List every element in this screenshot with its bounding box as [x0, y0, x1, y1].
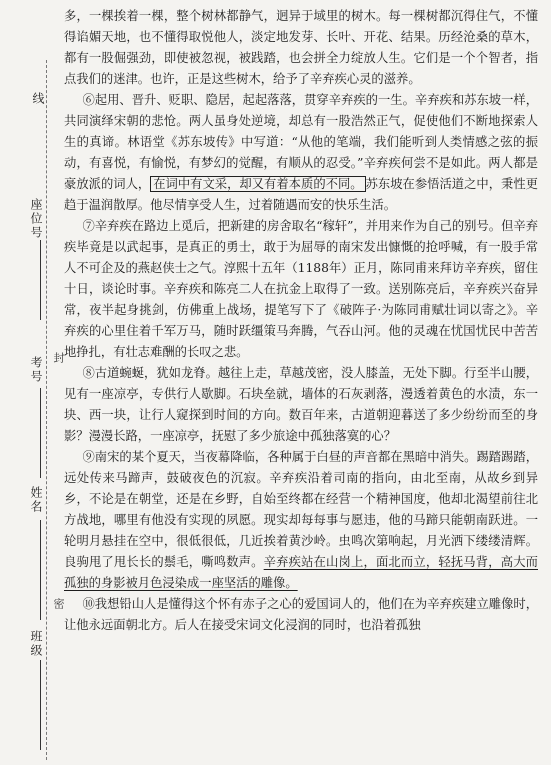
paragraph-8: ⑧古道蜿蜒，犹如龙脊。越往上走，草越茂密，没人膝盖，无处下脚。行至半山腰，见有一座凉亭，专供行人歇脚。石块垒就，墙体的石灰剥落，漫透着黄色的水渍，东一块、西一块，让行人窥探到时间的方向。数百年来，古道朝迎暮送了多少纷纷而至的身影？漫漫长路，一座凉亭，抚慰了多少旅途中孤独落寞的心？ — [64, 366, 538, 443]
line-label: 线 — [31, 92, 45, 106]
paragraph-6-underlined-sentence: 在词中有文采，却又有着本质的不同。 — [150, 176, 365, 192]
paragraph-9-text: ⑨南宋的某个夏天，当夜幕降临，各种属于白昼的声音都在黑暗中消失。踢踏踢踏，远处传来马蹄声，鼓破夜色的沉寂。辛弃疾沿着司南的指向，由北至南，从故乡到异乡，不论是在朝堂，还是在乡野，自始至终都在经营一个精神国度，他却北渴望前往北方战地，哪里有他没有实现的夙愿。现实却每每事与愿违，他的马蹄只能朝南跃进。一轮明月悬挂在空中，很低很低，几近挨着黄沙岭。虫鸣次第响起，月光洒下缕缕清辉。良驹甩了甩长长的鬃毛，嘶鸣数声。 — [64, 450, 538, 569]
class-label: 班级 — [29, 630, 43, 658]
paragraph-10: ⑩我想铅山人是懂得这个怀有赤子之心的爱国词人的，他们在为辛弃疾建立雕像时，让他永远面朝北方。后人在接受宋词文化浸润的同时，也沿着孤独 — [64, 597, 538, 632]
seal-label-2: 密 — [52, 598, 65, 609]
seat-number-label: 座位号 — [29, 198, 43, 240]
paragraph-6-text-b: 苏东坡在参悟活道之中，秉性更趋于温润散厚。他尽情享受人生，过着随遇而安的快乐生活。 — [64, 177, 538, 212]
binding-margin — [0, 0, 65, 765]
exam-number-label: 考号 — [29, 356, 43, 384]
name-blank — [40, 520, 41, 620]
paragraph-6-text-a: ⑥起用、晋升、贬职、隐居，起起落落，贯穿辛弃疾的一生。辛弃疾和苏东坡一样，共同演绎宋朝的悲怆。两人虽身处逆境，却总有一股浩然正气，促使他们不断地探索人生的真谛。林语堂《苏东坡传》中写道：“从他的笔端，我们能听到人类情感之弦的振动，有喜悦，有愉悦，有梦幻的觉醒，有顺从的忍受。”辛弃疾何尝不是如此。两人都是豪放派的词人， — [64, 93, 538, 191]
seat-number-blank — [40, 240, 41, 320]
paragraph-intro-continued: 多，一棵挨着一棵，整个树林都静气，迥异于域里的树木。每一棵树都沉得住气，不懂得谄媚天地，也不懂得取悦他人，淡定地发芽、长叶、开花、结果。历经沧桑的草木，都有一股倔强劲，即使被忽视，被践踏，也会拼全力绽放人生。它们是一个个智者，指点我们的迷津。也许，正是这些树木，给予了辛弃疾心灵的滋养。 — [64, 9, 538, 86]
seal-label: 封 — [52, 352, 65, 363]
paragraph-7: ⑦辛弃疾在路边上觅后，把新建的房舍取名“稼轩”，并用来作为自己的别号。但辛弃疾毕竟是以武起事，是真正的勇士，敢于为屈辱的南宋发出慷慨的抢呼喊，有一股手常人不可企及的燕赵侠士之气。淳熙十五年（1188年）正月，陈同甫来拜访辛弃疾，留住十日，谈论时事。辛弃疾和陈亮二人在抗金上取得了一致。送别陈亮后，辛弃疾兴奋异常，夜半起身挑剑，仿佛重上战场，提笔写下了《破阵子·为陈同甫赋壮词以寄之》。辛弃疾的心里住着千军万马，随时跃缰策马奔腾，气吞山河。他的灵魂在忧国忧民中苦苦地挣扎，有壮志难酬的长叹之悲。 — [64, 219, 538, 359]
name-label: 姓名 — [29, 486, 43, 514]
paragraph-6 — [64, 90, 538, 216]
article-body — [64, 6, 538, 636]
exam-number-blank — [40, 388, 41, 478]
paragraph-9-underlined-sentence: 辛弃疾站在山岗上，面北而立，轻抚马背，高大而孤独的身影被月色浸染成一座坚活的雕像。 — [64, 555, 538, 590]
paragraph-9 — [64, 447, 538, 594]
class-blank — [40, 660, 41, 750]
fold-dashed-line — [46, 60, 47, 760]
